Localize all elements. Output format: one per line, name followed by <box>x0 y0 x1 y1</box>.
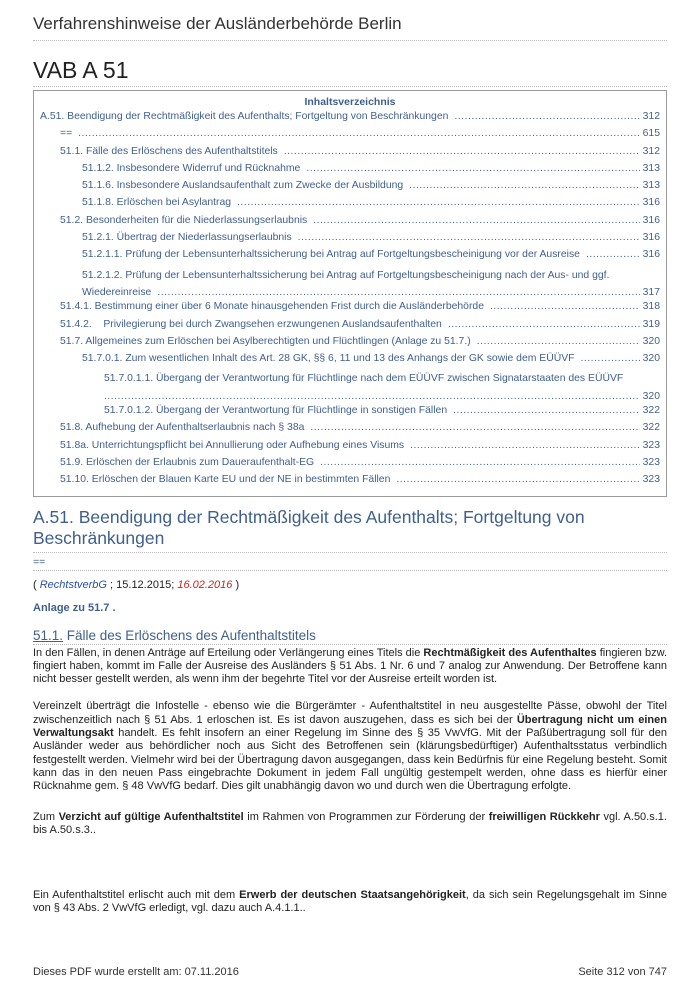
paragraph: In den Fällen, in denen Anträge auf Erteilung oder Verlängerung eines Titels die Rechtmäßigkeit des Aufenthaltes fingieren bzw. fingiert haben, kommt im Falle der Ausreise des Ausländers § 51 Abs. 1 Nr. 6 und 7 analog zur Anwendung. Der Betroffene kann nicht besser gestellt werden, als wenn ihm der begehrte Titel vor der Ausreise erteilt worden ist. <box>33 646 668 686</box>
toc-entry[interactable]: A.51. Beendigung der Rechtmäßigkeit des Aufenthalts; Fortgeltung von Beschränkungen ..... 312 <box>40 111 660 128</box>
section-title: A.51. Beendigung der Rechtmäßigkeit des Aufenthalts; Fortgeltung von Beschränkungen <box>33 507 667 553</box>
annex-link[interactable]: Anlage zu 51.7 . <box>33 601 116 614</box>
toc-entry[interactable]: 51.4.2. Privilegierung bei durch Zwangsehen erzwungenen Auslandsaufenthalten ..... 319 <box>40 319 660 336</box>
revision-meta: ( RechtstverbG ; 15.12.2015; 16.02.2016 ) <box>33 578 240 591</box>
paragraph: Vereinzelt überträgt die Infostelle - ebenso wie die Bürgerämter - Aufenthaltstitel in neu ausgestellte Pässe, obwohl der Titel zwischenzeitlich nach § 51 Abs. 1 erloschen ist. Es ist davon auszugehen, dass es sich bei der Übertragung nicht um einen Verwaltungsakt handelt. Es fehlt insofern an einer Regelung im Sinne des § 35 VwVfG. Mit der Paßübertragung soll für den Ausländer weder aus behördlicher noch aus Sicht des Betroffenen sein (klärungsbedürftiger) Aufenthaltsstatus verbindlich festgestellt werden. Vielmehr wird bei der Übertragung davon ausgegangen, dass kein Bedürfnis für eine Regelung besteht. Somit kann das in den neuen Pass eingebrachte Dokument in jedem Fall ungültig gestempelt werden, ohne dass es hierfür einer Rücknahme gem. § 48 VwVfG bedarf. Dies gilt unabhängig davon wo und durch wen die Übertragung erfolgte. <box>33 700 667 793</box>
doc-title: VAB A 51 <box>33 57 667 87</box>
toc-entry[interactable]: 51.9. Erlöschen der Erlaubnis zum Daueraufenthalt-EG ..... 323 <box>40 457 660 474</box>
paragraph: Ein Aufenthaltstitel erlischt auch mit dem Erwerb der deutschen Staatsangehörigkeit, da sich sein Regelungsgehalt im Sinne von § 43 Abs. 2 VwVfG erledigt, vgl. dazu auch A.4.1.1.. <box>33 889 667 915</box>
toc-entry[interactable]: 51.1.6. Insbesondere Auslandsaufenthalt zum Zwecke der Ausbildung ..... 313 <box>40 180 660 197</box>
document-page <box>33 0 667 990</box>
section-eq-marker: == <box>33 553 667 571</box>
toc-entry[interactable]: 51.2.1. Übertrag der Niederlassungserlaubnis ..... 316 <box>40 232 660 249</box>
toc-entry[interactable]: == ..... 615 <box>40 128 660 145</box>
toc-entry[interactable]: 51.2.1.2. Prüfung der Lebensunterhaltssicherung bei Antrag auf Fortgeltungsbescheinigung nach der Aus- und ggf. Wiedereinreise ..... 317 <box>40 267 660 302</box>
page-header: Verfahrenshinweise der Ausländerbehörde Berlin <box>33 14 667 41</box>
subsection-title: 51.1. Fälle des Erlöschens des Aufenthaltstitels <box>33 628 667 645</box>
toc-heading: Inhaltsverzeichnis <box>304 96 396 108</box>
paragraph: Zum Verzicht auf gültige Aufenthaltstitel im Rahmen von Programmen zur Förderung der freiwilligen Rückkehr vgl. A.50.s.1. bis A.50.s.3.. <box>33 810 667 836</box>
toc-entry[interactable]: 51.7. Allgemeines zum Erlöschen bei Asylberechtigten und Flüchtlingen (Anlage zu 51.7.) ..... 320 <box>40 336 660 353</box>
toc-entry[interactable]: 51.2. Besonderheiten für die Niederlassungserlaubnis ..... 316 <box>40 215 660 232</box>
toc-entry[interactable]: 51.2.1.1. Prüfung der Lebensunterhaltssicherung bei Antrag auf Fortgeltungsbescheinigung vor der Ausreise ..... 316 <box>40 249 660 266</box>
table-of-contents <box>33 90 667 497</box>
toc-entry[interactable]: 51.7.0.1.1. Übergang der Verantwortung für Flüchtlinge nach dem EÜÜVF zwischen Signatarstaaten des EÜÜVF ..... 320 <box>40 370 660 405</box>
toc-entry[interactable]: 51.1.8. Erlöschen bei Asylantrag ..... 316 <box>40 197 660 214</box>
revision-date: 16.02.2016 <box>177 578 233 591</box>
law-link[interactable]: RechtstverbG <box>39 578 107 591</box>
toc-entry[interactable]: 51.4.1. Bestimmung einer über 6 Monate hinausgehenden Frist durch die Ausländerbehörde ..... 318 <box>40 301 660 318</box>
toc-entry[interactable]: 51.8. Aufhebung der Aufenthaltserlaubnis nach § 38a ..... 322 <box>40 422 660 439</box>
toc-entry[interactable]: 51.1. Fälle des Erlöschens des Aufenthaltstitels ..... 312 <box>40 146 660 163</box>
subsection-number-link[interactable]: 51.1. <box>33 627 64 643</box>
creation-date: Dieses PDF wurde erstellt am: 07.11.2016 <box>33 966 239 978</box>
toc-entry[interactable]: 51.10. Erlöschen der Blauen Karte EU und der NE in bestimmten Fällen ..... 323 <box>40 474 660 491</box>
toc-entry[interactable]: 51.8a. Unterrichtungspflicht bei Annullierung oder Aufhebung eines Visums ..... 323 <box>40 440 660 457</box>
toc-entry[interactable]: 51.1.2. Insbesondere Widerruf und Rücknahme ..... 313 <box>40 163 660 180</box>
toc-entry[interactable]: 51.7.0.1. Zum wesentlichen Inhalt des Art. 28 GK, §§ 6, 11 und 13 des Anhangs der GK sowie dem EÜÜVF ..... 320 <box>40 353 660 370</box>
page-footer <box>33 966 667 978</box>
toc-entry[interactable]: 51.7.0.1.2. Übergang der Verantwortung für Flüchtlinge in sonstigen Fällen ..... 322 <box>40 405 660 422</box>
page-number: Seite 312 von 747 <box>578 966 667 978</box>
